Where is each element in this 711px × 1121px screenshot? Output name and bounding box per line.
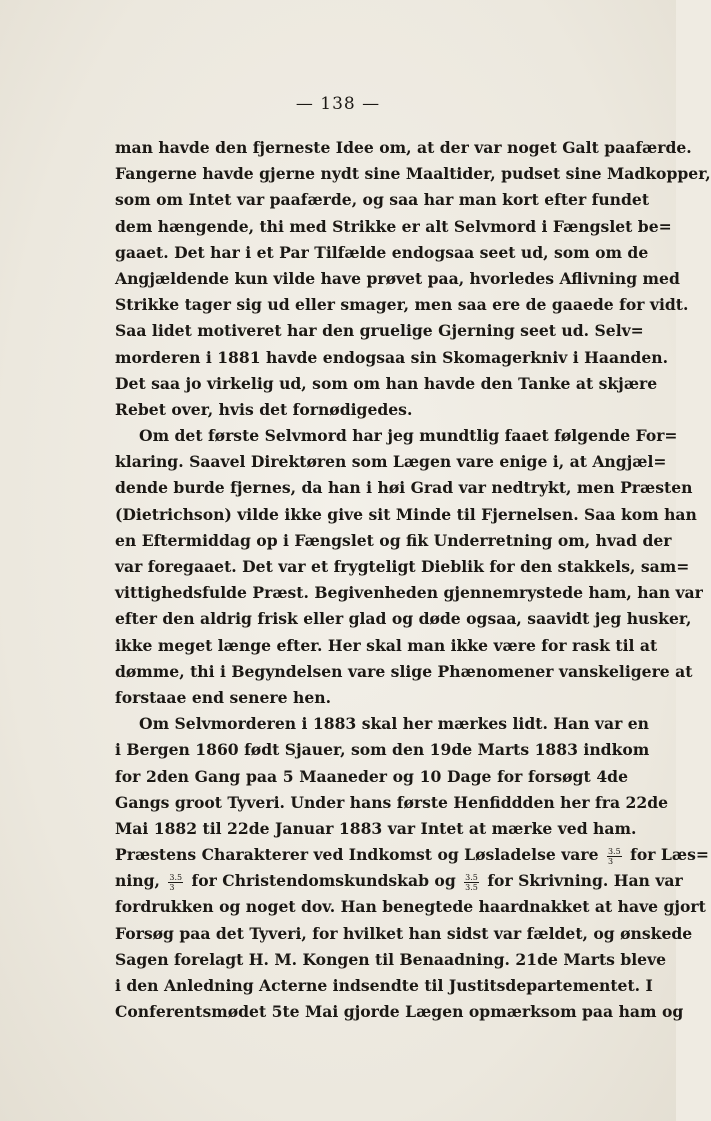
text-line: efter den aldrig frisk eller glad og døde ogsaa, saavidt jeg husker,: [115, 609, 692, 629]
text-segment: for Christendomskundskab og: [191, 871, 456, 891]
text-line: gaaet. Det har i et Par Tilfælde endogsaa seet ud, som om de: [115, 242, 649, 262]
text-line-with-fractions: [115, 868, 683, 894]
text-line: Forsøg paa det Tyveri, for hvilket han sidst var fældet, og ønskede: [115, 923, 693, 943]
text-line: i Bergen 1860 født Sjauer, som den 19de Marts 1883 indkom: [115, 740, 650, 760]
fraction: [607, 847, 622, 866]
text-line: morderen i 1881 havde endogsaa sin Skomagerkniv i Haanden.: [115, 347, 669, 367]
text-line: dømme, thi i Begyndelsen vare slige Phænomener vanskeligere at: [115, 661, 693, 681]
fraction-denominator: 3: [607, 856, 614, 866]
text-line: vittighedsfulde Præst. Begivenheden gjennemrystede ham, han var: [115, 583, 703, 603]
text-line: (Dietrichson) vilde ikke give sit Minde til Fjernelsen. Saa kom han: [115, 504, 697, 524]
text-line: forstaae end senere hen.: [115, 687, 332, 707]
text-segment: ning,: [115, 871, 160, 891]
fraction-numerator: 3.5: [607, 846, 621, 856]
text-line: Angjældende kun vilde have prøvet paa, hvorledes Aflivning med: [115, 268, 680, 288]
fraction-denominator: 3.5: [465, 882, 478, 892]
fraction: [464, 873, 479, 892]
text-line: Fangerne havde gjerne nydt sine Maaltider, pudset sine Madkopper,: [115, 164, 711, 184]
body-text: [115, 135, 711, 1025]
page-number: — 138 —: [295, 94, 381, 114]
fraction-numerator: 3.5: [465, 872, 478, 882]
fraction-numerator: 3.5: [169, 872, 183, 882]
text-line: Gangs groot Tyveri. Under hans første Henfiddden her fra 22de: [115, 792, 669, 812]
fraction-denominator: 3: [169, 882, 175, 892]
text-line: ikke meget længe efter. Her skal man ikke være for rask til at: [115, 635, 658, 655]
text-line: man havde den fjerneste Idee om, at der var noget Galt paafærde.: [115, 138, 692, 157]
text-line: en Eftermiddag op i Fængslet og fik Underretning om, hvad der: [115, 530, 672, 550]
text-line: Sagen forelagt H. M. Kongen til Benaadning. 21de Marts bleve: [115, 949, 667, 969]
text-line: i den Anledning Acterne indsendte til Justitsdepartementet. I: [115, 976, 653, 995]
text-line: var foregaaet. Det var et frygteligt Dieblik for den stakkels, sam=: [115, 557, 690, 576]
text-segment: for Læs=: [630, 845, 709, 865]
text-line: Conferentsmødet 5te Mai gjorde Lægen opmærksom paa ham og: [115, 1002, 684, 1022]
text-line: for 2den Gang paa 5 Maaneder og 10 Dage for forsøgt 4de: [115, 766, 628, 786]
text-line: Om det første Selvmord har jeg mundtlig faaet følgende For=: [139, 426, 678, 446]
text-line: fordrukken og noget dov. Han benegtede haardnakket at have gjort: [115, 897, 706, 917]
text-segment: for Skrivning. Han var: [487, 871, 683, 891]
text-line: Rebet over, hvis det fornødigedes.: [115, 399, 413, 419]
text-line: Det saa jo virkelig ud, som om han havde den Tanke at skjære: [115, 373, 658, 393]
text-segment: Præstens Charakterer ved Indkomst og Løsladelse vare: [115, 845, 599, 865]
text-line: Saa lidet motiveret har den gruelige Gjerning seet ud. Selv=: [115, 321, 644, 341]
text-line: Mai 1882 til 22de Januar 1883 var Intet at mærke ved ham.: [115, 818, 637, 838]
text-line: Om Selvmorderen i 1883 skal her mærkes lidt. Han var en: [139, 714, 649, 734]
fraction: [168, 873, 183, 892]
text-line: som om Intet var paafærde, og saa har man kort efter fundet: [115, 190, 650, 210]
text-line: Strikke tager sig ud eller smager, men saa ere de gaaede for vidt.: [115, 295, 689, 315]
text-line: dende burde fjernes, da han i høi Grad var nedtrykt, men Præsten: [115, 478, 693, 498]
text-line: klaring. Saavel Direktøren som Lægen vare enige i, at Angjæl=: [115, 452, 667, 472]
text-line-with-fraction: [115, 842, 709, 868]
text-line: dem hængende, thi med Strikke er alt Selvmord i Fængslet be=: [115, 216, 672, 236]
